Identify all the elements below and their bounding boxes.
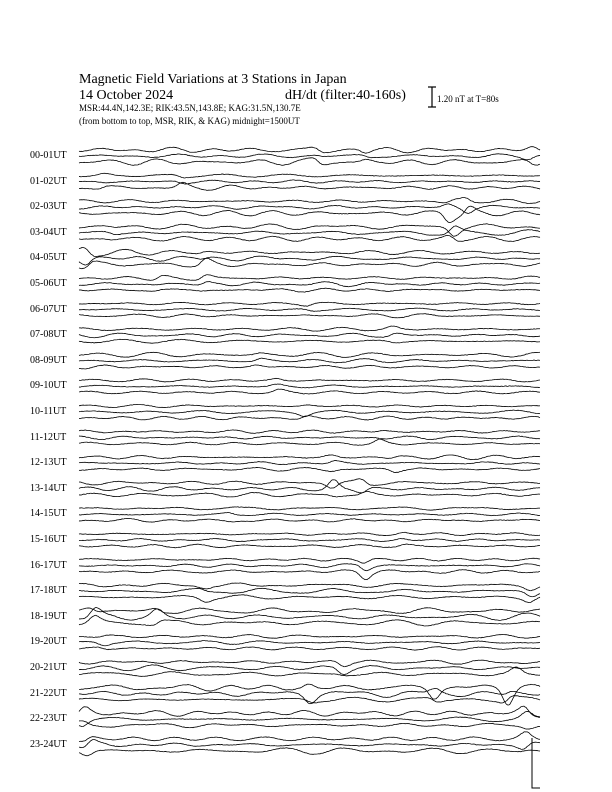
chart-date: 14 October 2024 — [79, 88, 174, 103]
hour-label-21-22UT: 21-22UT — [30, 687, 67, 699]
trace-17-18UT-KAG — [79, 595, 540, 603]
hour-label-00-01UT: 00-01UT — [30, 150, 67, 161]
hour-label-13-14UT: 13-14UT — [30, 482, 67, 494]
trace-17-18UT-MSR — [79, 583, 540, 591]
trace-16-17UT-KAG — [79, 570, 540, 580]
trace-23-24UT-KAG — [79, 748, 540, 756]
chart-title: Magnetic Field Variations at 3 Stations in Japan — [79, 72, 347, 87]
trace-13-14UT-MSR — [79, 479, 540, 488]
trace-14-15UT-KAG — [79, 518, 540, 522]
hour-label-11-12UT: 11-12UT — [30, 431, 67, 443]
trace-09-10UT-MSR — [79, 378, 540, 382]
hour-label-07-08UT: 07-08UT — [30, 329, 67, 341]
trace-15-16UT-RIK — [79, 538, 540, 541]
trace-05-06UT-MSR — [79, 275, 540, 281]
hour-label-06-07UT: 06-07UT — [30, 303, 67, 315]
trace-18-19UT-MSR — [79, 608, 540, 614]
trace-19-20UT-RIK — [79, 641, 540, 646]
trace-06-07UT-KAG — [79, 314, 540, 318]
trace-02-03UT-MSR — [79, 197, 540, 203]
trace-06-07UT-MSR — [79, 302, 540, 306]
trace-08-09UT-KAG — [79, 365, 540, 369]
hour-label-15-16UT: 15-16UT — [30, 534, 67, 545]
trace-16-17UT-RIK — [79, 564, 540, 571]
trace-07-08UT-RIK — [79, 333, 540, 338]
trace-19-20UT-MSR — [79, 634, 540, 638]
trace-08-09UT-MSR — [79, 352, 540, 357]
trace-05-06UT-KAG — [79, 288, 540, 292]
hour-label-09-10UT: 09-10UT — [30, 380, 67, 392]
hour-label-19-20UT: 19-20UT — [30, 636, 67, 648]
hour-label-16-17UT: 16-17UT — [30, 559, 67, 571]
trace-12-13UT-MSR — [79, 455, 540, 460]
trace-10-11UT-KAG — [79, 415, 540, 420]
hour-label-20-21UT: 20-21UT — [30, 662, 67, 673]
hour-label-05-06UT: 05-06UT — [30, 278, 67, 289]
trace-22-23UT-KAG — [79, 721, 540, 729]
trace-06-07UT-RIK — [79, 308, 540, 311]
trace-01-02UT-MSR — [79, 173, 540, 178]
trace-17-18UT-RIK — [79, 588, 540, 596]
hour-label-02-03UT: 02-03UT — [30, 201, 67, 213]
hour-label-18-19UT: 18-19UT — [30, 610, 67, 622]
trace-16-17UT-MSR — [79, 558, 540, 563]
trace-09-10UT-RIK — [79, 384, 540, 388]
trace-01-02UT-KAG — [79, 182, 540, 190]
trace-21-22UT-KAG — [79, 695, 540, 703]
hour-label-17-18UT: 17-18UT — [30, 585, 67, 597]
trace-13-14UT-KAG — [79, 491, 540, 497]
trace-22-23UT-MSR — [79, 706, 540, 717]
trace-12-13UT-RIK — [79, 460, 540, 464]
hour-label-22-23UT: 22-23UT — [30, 713, 67, 725]
hour-label-03-04UT: 03-04UT — [30, 226, 67, 238]
station-order-note: (from bottom to top, MSR, RIK, & KAG) midnight=1500UT — [79, 116, 300, 126]
trace-12-13UT-KAG — [79, 467, 540, 472]
trace-04-05UT-RIK — [79, 256, 540, 265]
trace-19-20UT-KAG — [79, 647, 540, 651]
trace-14-15UT-MSR — [79, 507, 540, 510]
trace-11-12UT-RIK — [79, 436, 540, 440]
hour-label-04-05UT: 04-05UT — [30, 252, 67, 264]
hour-label-08-09UT: 08-09UT — [30, 354, 67, 366]
trace-23-24UT-MSR — [79, 732, 540, 742]
trace-03-04UT-KAG — [79, 235, 540, 241]
station-coordinates: MSR:44.4N,142.3E; RIK:43.5N,143.8E; KAG:31.5N,130.7E — [79, 103, 301, 113]
trace-09-10UT-KAG — [79, 389, 540, 394]
trace-07-08UT-KAG — [79, 339, 540, 343]
trace-23-24UT-RIK — [79, 739, 540, 749]
trace-10-11UT-MSR — [79, 404, 540, 407]
trace-14-15UT-RIK — [79, 513, 540, 516]
trace-11-12UT-MSR — [79, 430, 540, 434]
chart-filter: dH/dt (filter:40-160s) — [285, 88, 406, 103]
trace-07-08UT-MSR — [79, 326, 540, 331]
trace-08-09UT-RIK — [79, 358, 540, 363]
hour-label-23-24UT: 23-24UT — [30, 738, 67, 750]
hour-label-14-15UT: 14-15UT — [30, 508, 67, 520]
hour-label-12-13UT: 12-13UT — [30, 457, 67, 469]
hour-label-10-11UT: 10-11UT — [30, 406, 67, 417]
trace-00-01UT-MSR — [79, 147, 540, 154]
scale-label: 1.20 nT at T=80s — [437, 94, 499, 104]
hour-label-01-02UT: 01-02UT — [30, 175, 67, 187]
trace-05-06UT-RIK — [79, 282, 540, 287]
trace-01-02UT-RIK — [79, 180, 540, 184]
trace-02-03UT-RIK — [79, 204, 540, 214]
trace-15-16UT-KAG — [79, 544, 540, 548]
trace-15-16UT-MSR — [79, 532, 540, 535]
trace-03-04UT-MSR — [79, 224, 540, 237]
trace-04-05UT-MSR — [79, 247, 540, 256]
trace-end-marker — [532, 738, 540, 788]
trace-00-01UT-RIK — [79, 154, 540, 160]
trace-11-12UT-KAG — [79, 439, 540, 445]
trace-00-01UT-KAG — [79, 158, 540, 166]
